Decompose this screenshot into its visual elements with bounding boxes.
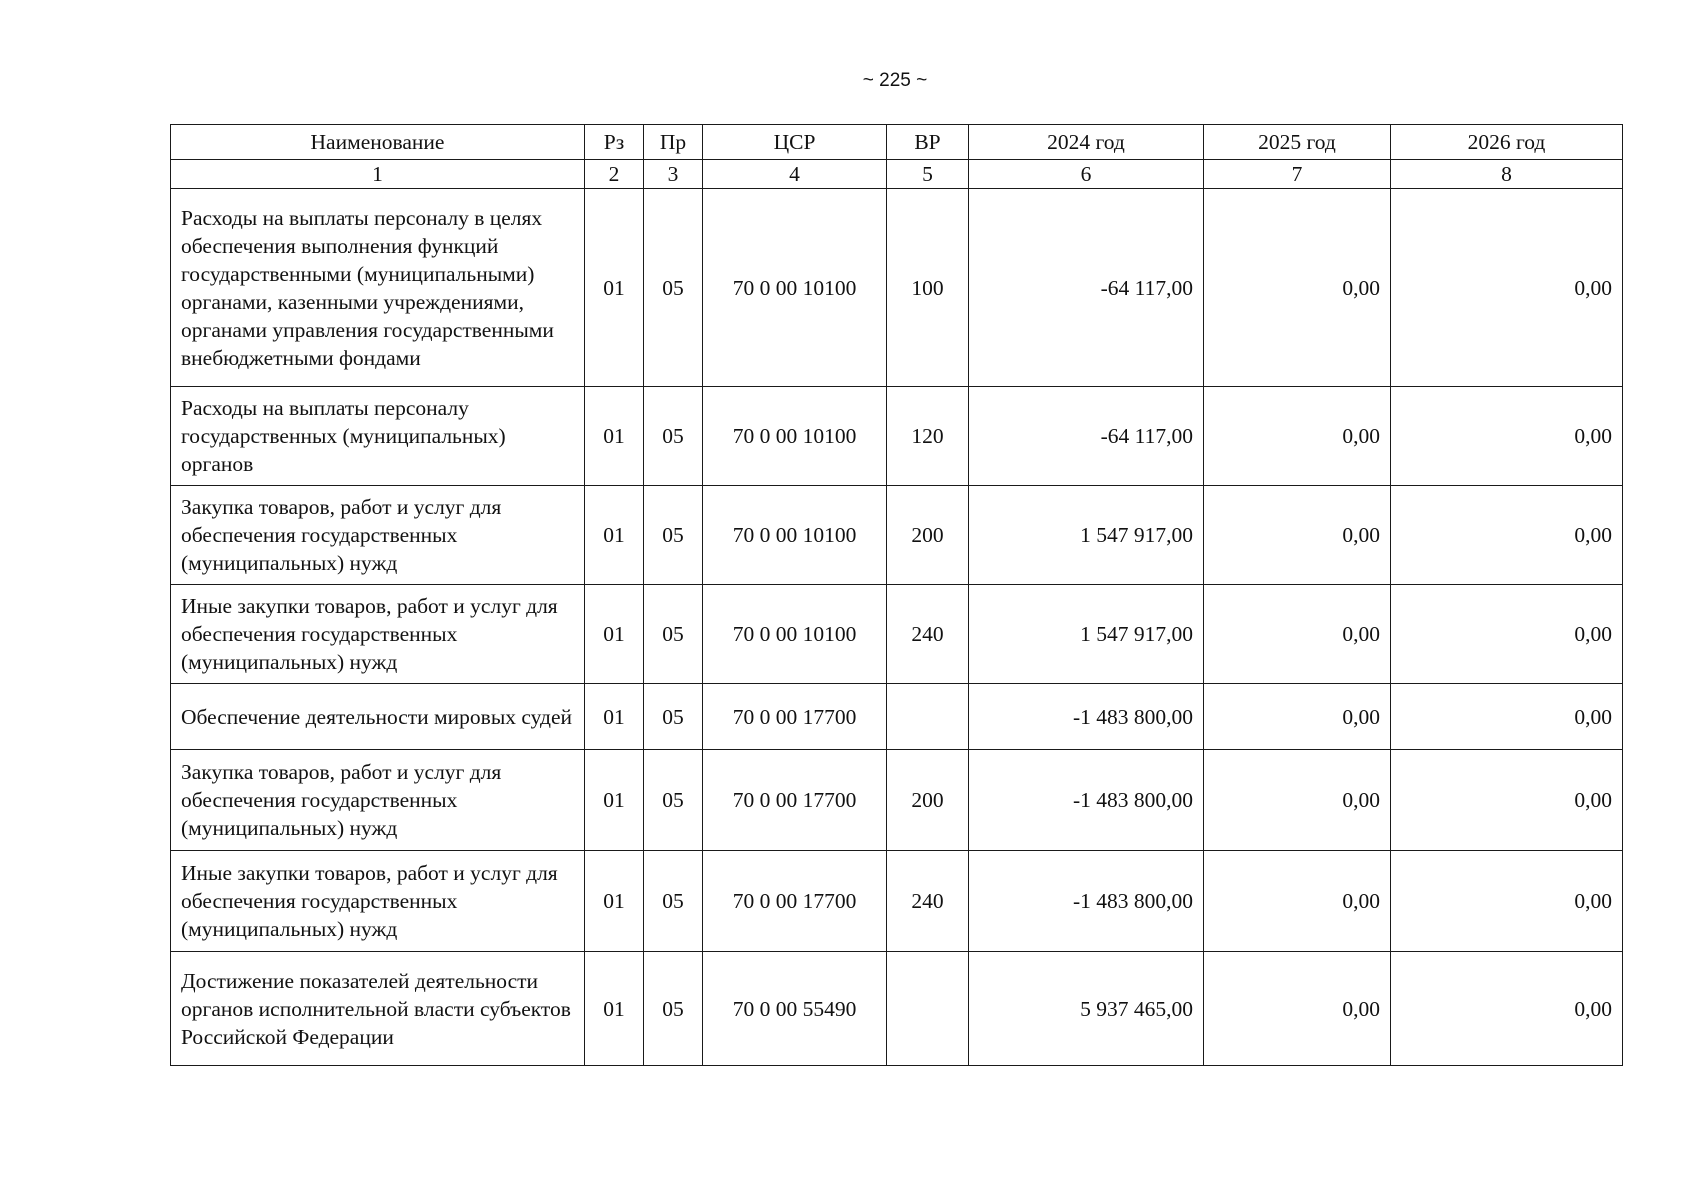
row-csr: 70 0 00 10100 — [703, 387, 887, 486]
row-2026: 0,00 — [1391, 387, 1623, 486]
row-2026: 0,00 — [1391, 486, 1623, 585]
row-2026: 0,00 — [1391, 851, 1623, 952]
header-pr: Пр — [644, 125, 703, 160]
row-csr: 70 0 00 10100 — [703, 486, 887, 585]
row-vr: 100 — [887, 189, 969, 387]
row-name: Расходы на выплаты персоналу государственных (муниципальных) органов — [171, 387, 585, 486]
table-row — [171, 189, 1623, 387]
column-number: 6 — [969, 160, 1204, 189]
row-name: Закупка товаров, работ и услуг для обеспечения государственных (муниципальных) нужд — [171, 486, 585, 585]
header-csr: ЦСР — [703, 125, 887, 160]
column-number: 7 — [1204, 160, 1391, 189]
row-vr: 240 — [887, 851, 969, 952]
row-2024: -64 117,00 — [969, 387, 1204, 486]
column-number: 4 — [703, 160, 887, 189]
row-2025: 0,00 — [1204, 851, 1391, 952]
row-csr: 70 0 00 17700 — [703, 851, 887, 952]
row-name: Расходы на выплаты персоналу в целях обеспечения выполнения функций государственными (муниципальными) органами, казенными учреждениями, органами управления государственными внебюджетными фондами — [171, 189, 585, 387]
row-2025: 0,00 — [1204, 585, 1391, 684]
row-pr: 05 — [644, 684, 703, 750]
header-2025: 2025 год — [1204, 125, 1391, 160]
row-vr — [887, 952, 969, 1066]
table-row — [171, 952, 1623, 1066]
row-2024: -64 117,00 — [969, 189, 1204, 387]
header-vr: ВР — [887, 125, 969, 160]
row-vr: 200 — [887, 486, 969, 585]
row-csr: 70 0 00 55490 — [703, 952, 887, 1066]
row-2024: -1 483 800,00 — [969, 851, 1204, 952]
row-pr: 05 — [644, 189, 703, 387]
row-pr: 05 — [644, 750, 703, 851]
column-number: 2 — [585, 160, 644, 189]
row-2024: 5 937 465,00 — [969, 952, 1204, 1066]
header-rz: Рз — [585, 125, 644, 160]
row-csr: 70 0 00 17700 — [703, 750, 887, 851]
table-row — [171, 750, 1623, 851]
table-row — [171, 486, 1623, 585]
row-pr: 05 — [644, 387, 703, 486]
row-2025: 0,00 — [1204, 189, 1391, 387]
row-name: Иные закупки товаров, работ и услуг для обеспечения государственных (муниципальных) нужд — [171, 585, 585, 684]
row-2025: 0,00 — [1204, 684, 1391, 750]
row-vr: 200 — [887, 750, 969, 851]
table-row — [171, 684, 1623, 750]
row-pr: 05 — [644, 585, 703, 684]
row-2025: 0,00 — [1204, 486, 1391, 585]
row-2026: 0,00 — [1391, 585, 1623, 684]
column-number: 5 — [887, 160, 969, 189]
row-name: Иные закупки товаров, работ и услуг для обеспечения государственных (муниципальных) нужд — [171, 851, 585, 952]
row-name: Закупка товаров, работ и услуг для обеспечения государственных (муниципальных) нужд — [171, 750, 585, 851]
row-name: Достижение показателей деятельности органов исполнительной власти субъектов Российской Федерации — [171, 952, 585, 1066]
table-row — [171, 851, 1623, 952]
page-number: ~ 225 ~ — [862, 70, 928, 91]
row-2026: 0,00 — [1391, 189, 1623, 387]
row-2025: 0,00 — [1204, 952, 1391, 1066]
row-name: Обеспечение деятельности мировых судей — [171, 684, 585, 750]
row-vr — [887, 684, 969, 750]
row-pr: 05 — [644, 952, 703, 1066]
column-number: 3 — [644, 160, 703, 189]
row-rz: 01 — [585, 486, 644, 585]
header-name: Наименование — [171, 125, 585, 160]
budget-table — [170, 124, 1623, 1066]
column-number-row — [171, 160, 1623, 189]
row-2026: 0,00 — [1391, 684, 1623, 750]
row-rz: 01 — [585, 851, 644, 952]
header-row — [171, 125, 1623, 160]
row-rz: 01 — [585, 952, 644, 1066]
header-2026: 2026 год — [1391, 125, 1623, 160]
row-rz: 01 — [585, 684, 644, 750]
row-rz: 01 — [585, 387, 644, 486]
row-vr: 120 — [887, 387, 969, 486]
row-2025: 0,00 — [1204, 750, 1391, 851]
row-2026: 0,00 — [1391, 750, 1623, 851]
column-number: 8 — [1391, 160, 1623, 189]
row-csr: 70 0 00 10100 — [703, 189, 887, 387]
row-rz: 01 — [585, 750, 644, 851]
row-csr: 70 0 00 10100 — [703, 585, 887, 684]
row-pr: 05 — [644, 851, 703, 952]
row-vr: 240 — [887, 585, 969, 684]
row-csr: 70 0 00 17700 — [703, 684, 887, 750]
row-2024: 1 547 917,00 — [969, 585, 1204, 684]
column-number: 1 — [171, 160, 585, 189]
row-2024: -1 483 800,00 — [969, 684, 1204, 750]
row-pr: 05 — [644, 486, 703, 585]
row-2026: 0,00 — [1391, 952, 1623, 1066]
row-rz: 01 — [585, 189, 644, 387]
table-row — [171, 387, 1623, 486]
row-2025: 0,00 — [1204, 387, 1391, 486]
table-row — [171, 585, 1623, 684]
header-2024: 2024 год — [969, 125, 1204, 160]
row-2024: 1 547 917,00 — [969, 486, 1204, 585]
row-rz: 01 — [585, 585, 644, 684]
row-2024: -1 483 800,00 — [969, 750, 1204, 851]
